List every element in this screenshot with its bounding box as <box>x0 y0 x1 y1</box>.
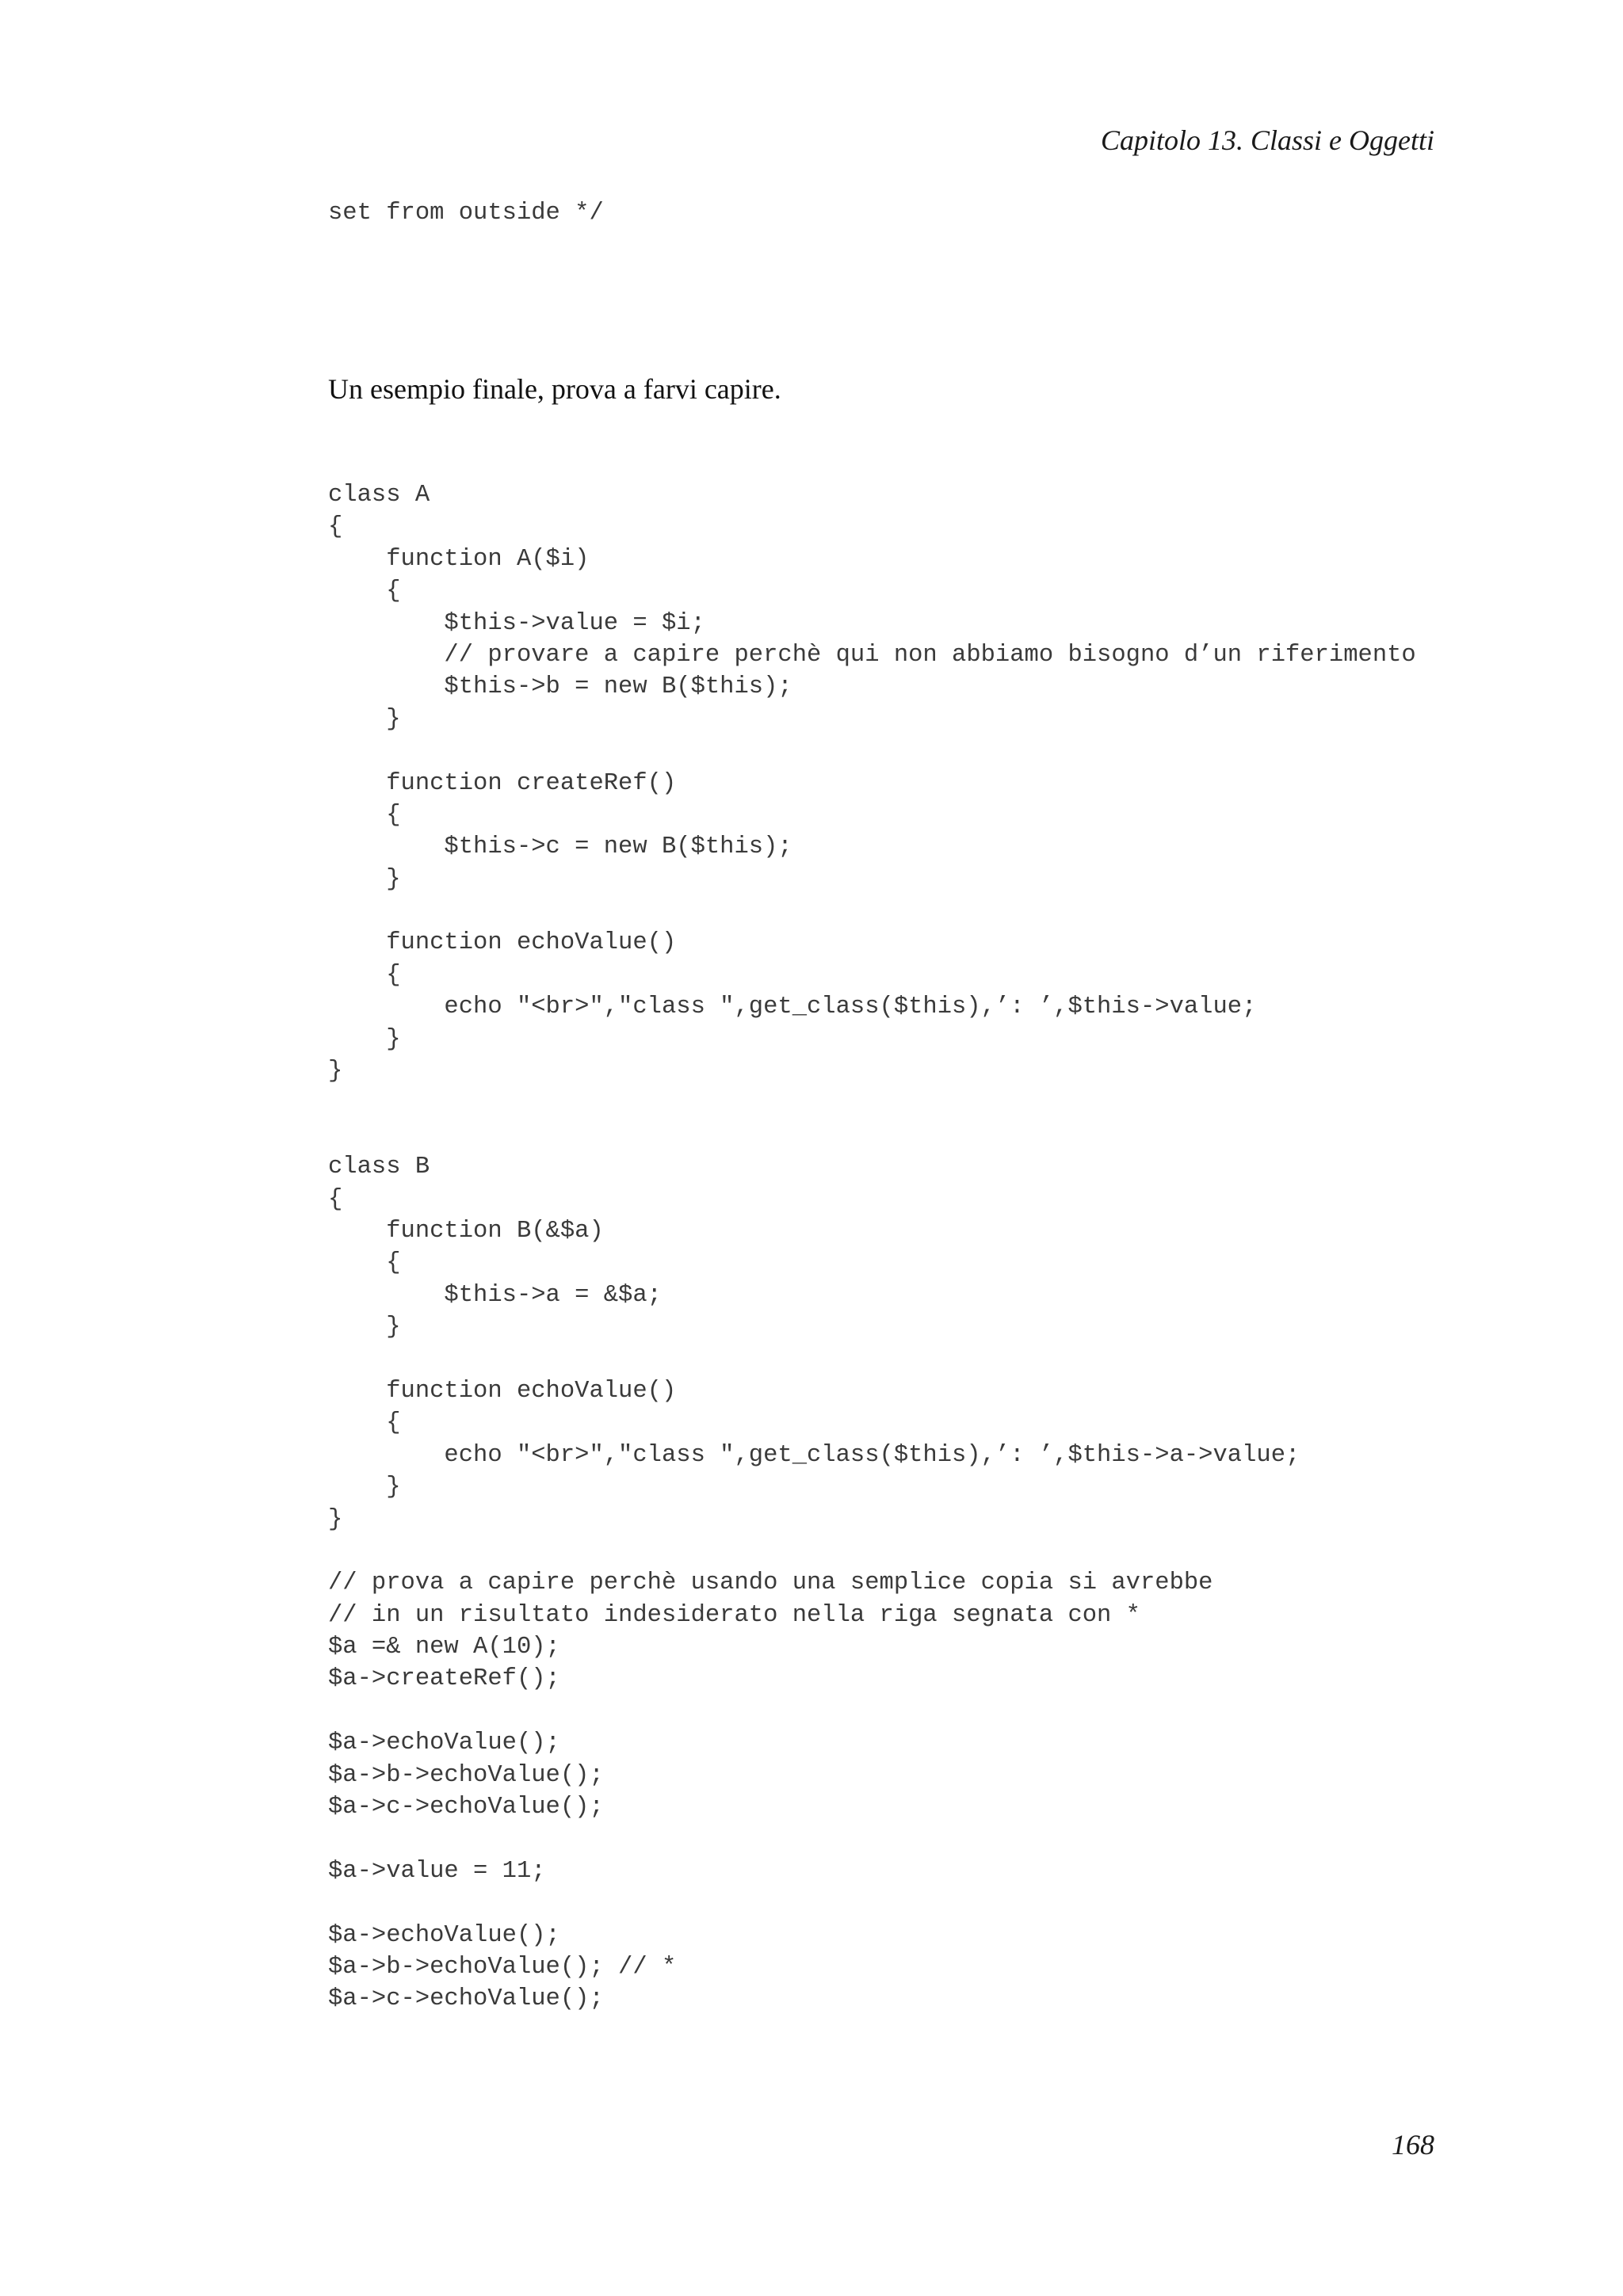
page-number: 168 <box>1392 2129 1434 2161</box>
code-line: $a->b->echoValue(); <box>328 1761 604 1789</box>
code-line: $a->c->echoValue(); <box>328 1985 604 2013</box>
code-line: // in un risultato indesiderato nella riga segnata con * <box>328 1601 1140 1629</box>
code-line <box>328 735 1416 767</box>
code-line: $this->a = &$a; <box>328 1281 662 1309</box>
code-line: $this->c = new B($this); <box>328 833 792 861</box>
code-line: $a->echoValue(); <box>328 1730 560 1757</box>
code-line <box>328 1535 1416 1567</box>
code-line: function createRef() <box>328 769 677 797</box>
code-line: $a->echoValue(); <box>328 1921 560 1949</box>
code-line: $a->createRef(); <box>328 1665 560 1693</box>
code-line <box>328 1087 1416 1119</box>
code-line: } <box>328 1025 401 1053</box>
code-line: } <box>328 1505 343 1533</box>
code-line <box>328 895 1416 927</box>
code-line: { <box>328 578 401 605</box>
code-line: { <box>328 1185 343 1213</box>
code-line <box>328 1823 1416 1855</box>
code-line: set from outside */ <box>328 200 604 227</box>
code-line: $this->value = $i; <box>328 609 705 637</box>
code-line: { <box>328 961 401 989</box>
code-line: } <box>328 1474 401 1501</box>
code-line <box>328 1887 1416 1919</box>
code-line: function echoValue() <box>328 929 677 957</box>
code-line: function B(&$a) <box>328 1217 604 1245</box>
code-line: } <box>328 865 401 893</box>
code-line: $a =& new A(10); <box>328 1634 560 1661</box>
code-line: { <box>328 801 401 829</box>
code-line <box>328 1344 1416 1375</box>
code-line: function A($i) <box>328 545 590 573</box>
code-line <box>328 1695 1416 1727</box>
code-line <box>328 1119 1416 1151</box>
running-header: Capitolo 13. Classi e Oggetti <box>1100 124 1434 156</box>
code-line: { <box>328 513 343 541</box>
code-line: $this->b = new B($this); <box>328 673 792 701</box>
code-line: echo "<br>","class ",get_class($this),’: ’,$this->a->value; <box>328 1441 1300 1469</box>
code-line: } <box>328 705 401 733</box>
code-line: { <box>328 1409 401 1437</box>
code-line: class A <box>328 482 430 509</box>
code-line: echo "<br>","class ",get_class($this),’: ’,$this->value; <box>328 994 1257 1021</box>
code-line: $a->c->echoValue(); <box>328 1794 604 1821</box>
code-line: } <box>328 1058 343 1085</box>
code-line: $a->b->echoValue(); // * <box>328 1953 677 1981</box>
code-line: function echoValue() <box>328 1377 677 1405</box>
body-paragraph: Un esempio finale, prova a farvi capire. <box>328 373 781 405</box>
code-line: $a->value = 11; <box>328 1857 546 1885</box>
code-line: // prova a capire perchè usando una semplice copia si avrebbe <box>328 1569 1213 1597</box>
code-line: class B <box>328 1154 430 1181</box>
code-block-example <box>328 479 1416 2016</box>
code-line: // provare a capire perchè qui non abbiamo bisogno d’un riferimento <box>328 641 1416 669</box>
code-line: } <box>328 1314 401 1341</box>
code-block-continuation <box>328 197 604 229</box>
code-line: { <box>328 1249 401 1277</box>
